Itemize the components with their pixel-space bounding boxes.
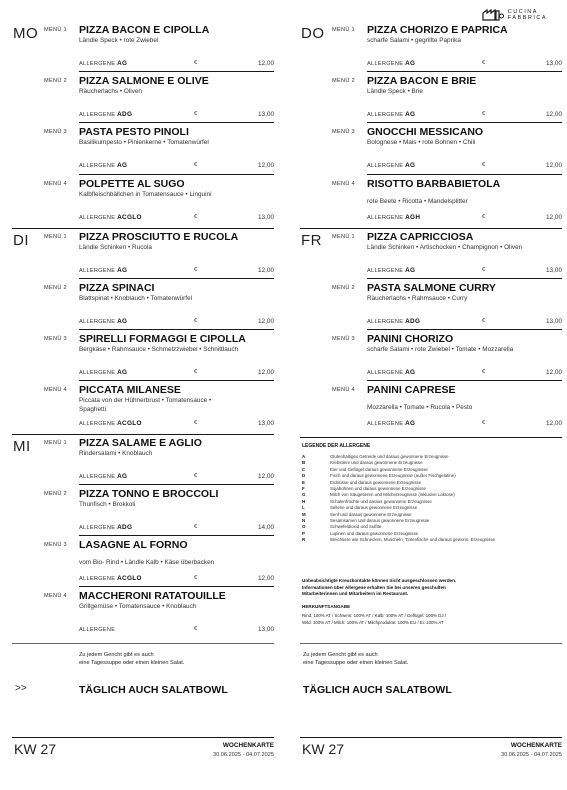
- allergen-info: [367, 318, 420, 325]
- allergen-codes: AG: [405, 162, 416, 170]
- allergen-label: ALLERGENE: [79, 318, 116, 325]
- legend-row: [302, 518, 429, 523]
- menu-item: [44, 435, 274, 486]
- day-block: [300, 22, 562, 227]
- dish-title: PIZZA CHORIZO E PAPRICA: [367, 24, 508, 36]
- day-code: DI: [13, 231, 29, 249]
- currency-symbol: €: [194, 213, 198, 220]
- price: 13,00: [546, 266, 562, 274]
- day-code: FR: [301, 231, 322, 249]
- price: 13,00: [258, 213, 274, 221]
- legend-code: P: [302, 530, 305, 536]
- dish-title: PICCATA MILANESE: [79, 384, 181, 397]
- allergen-codes: AG: [117, 368, 128, 376]
- price: 12,00: [546, 368, 562, 376]
- dish-description: Ländle Schinken • Rucola: [79, 243, 152, 251]
- legend-text: Erdnüsse und daraus gewonnene Erzeugnisse: [330, 479, 422, 485]
- legend-text: Sellerie und daraus gewonnene Erzeugnisse: [330, 505, 418, 511]
- menu-item: [332, 73, 562, 124]
- calendar-week: KW 27: [14, 741, 57, 757]
- allergen-info: [79, 60, 127, 67]
- price: 12,00: [258, 574, 274, 582]
- currency-symbol: €: [194, 162, 198, 169]
- menu-number: MENÜ 2: [44, 78, 67, 85]
- legend-row: [302, 499, 432, 504]
- menu-divider: [367, 174, 562, 175]
- legend-code: H: [302, 498, 306, 504]
- legend-code: R: [302, 537, 306, 543]
- dish-title: PIZZA PROSCIUTTO E RUCOLA: [79, 230, 239, 243]
- cross-contact-note-3: Mitarbeiterinnen und Mitarbeitern im Restaurant.: [302, 591, 409, 596]
- dish-title: PASTA SALMONE CURRY: [367, 281, 496, 294]
- dish-description: scharfe Salami • gegrillte Paprika: [367, 37, 461, 44]
- legend-row: [302, 454, 449, 459]
- menu-number: MENÜ 1: [332, 233, 355, 240]
- section-divider: [300, 437, 562, 438]
- price: 14,00: [258, 523, 274, 531]
- allergen-info: [79, 318, 127, 325]
- legend-text: Schalenfrüchte und daraus gewonnene Erzeugnisse: [330, 498, 432, 504]
- allergen-label: ALLERGENE: [367, 421, 404, 428]
- dish-description: Rindersalami • Knoblauch: [79, 449, 153, 457]
- price: 12,00: [258, 162, 274, 170]
- weekly-menu-dates: 30.06.2025 - 04.07.2025: [213, 752, 274, 758]
- legend-code: A: [302, 454, 306, 459]
- right-column: [300, 0, 567, 790]
- price: 12,00: [546, 111, 562, 119]
- weekly-menu-title: WOCHENKARTE: [510, 742, 562, 749]
- allergen-label: ALLERGENE: [367, 369, 404, 376]
- legend-text: Weichtiere wie Schnecken, Muscheln, Tintenfische und daraus gewonn. Erzeugnisse: [330, 537, 495, 543]
- menu-divider: [367, 122, 562, 123]
- dish-title: PIZZA SALAME E AGLIO: [79, 436, 202, 449]
- menu-divider: [367, 380, 562, 381]
- allergen-label: ALLERGENE: [367, 112, 404, 119]
- allergen-codes: ADG: [405, 317, 421, 325]
- allergen-codes: AG: [117, 317, 128, 325]
- day-block: [300, 229, 562, 434]
- legend-text: Schwefeldioxid und Sulfite: [330, 524, 382, 530]
- allergen-codes: ACGLO: [117, 420, 142, 428]
- dish-title: GNOCCHI MESSICANO: [367, 126, 484, 139]
- menu-number: MENÜ 4: [332, 387, 355, 394]
- allergen-info: [367, 369, 415, 376]
- allergen-codes: AG: [405, 111, 416, 119]
- menu-item: [44, 537, 274, 588]
- menu-item: [44, 124, 274, 175]
- legend-code: F: [302, 486, 305, 491]
- footer-divider: [300, 737, 562, 738]
- dish-title: PASTA PESTO PINOLI: [79, 126, 189, 139]
- allergen-info: [79, 626, 115, 633]
- menu-divider: [367, 71, 562, 72]
- allergen-label: ALLERGENE: [79, 163, 116, 170]
- legend-text: Milch von Säugetieren und Milcherzeugnisse (inklusive Laktose): [330, 492, 455, 498]
- price: 12,00: [258, 368, 274, 376]
- dish-description: Kalbfleischbällchen in Tomatensauce • Linguini: [79, 190, 212, 198]
- section-divider: [300, 643, 562, 644]
- legend-row: [302, 492, 455, 497]
- legend-row: [302, 480, 421, 485]
- menu-number: MENÜ 4: [44, 180, 67, 187]
- menu-number: MENÜ 2: [44, 284, 67, 291]
- price: 12,00: [258, 317, 274, 325]
- currency-symbol: €: [194, 111, 198, 118]
- menu-divider: [79, 174, 274, 175]
- dish-description: Ländle Speck • rote Zwiebel: [79, 37, 159, 44]
- legend-text: Krebstiere und daraus gewonnene Erzeugnisse: [330, 460, 423, 466]
- dish-description: Thunfisch • Brokkoli: [79, 500, 136, 508]
- price: 12,00: [258, 266, 274, 274]
- allergen-label: ALLERGENE: [367, 61, 404, 67]
- menu-item: [332, 331, 562, 382]
- allergen-info: [79, 267, 127, 274]
- dish-description: rote Beete • Ricotta • Mandelsplitter: [367, 197, 468, 205]
- menu-divider: [367, 278, 562, 279]
- legend-text: Sojabohnen und daraus gewonnene Erzeugnisse: [330, 486, 426, 491]
- legend-row: [302, 473, 456, 478]
- currency-symbol: €: [194, 472, 198, 479]
- dish-description: Ländle Schinken • Artischocken • Champignon • Oliven: [367, 243, 523, 251]
- dish-title: PANINI CAPRESE: [367, 384, 456, 397]
- allergen-label: ALLERGENE: [79, 369, 116, 376]
- allergen-info: [367, 267, 415, 274]
- dish-title: PIZZA TONNO E BROCCOLI: [79, 487, 219, 500]
- legend-code: B: [302, 460, 306, 466]
- menu-divider: [367, 329, 562, 330]
- allergen-codes: ADG: [117, 111, 133, 119]
- dish-description: Ländle Speck • Brie: [367, 88, 423, 96]
- allergen-legend-title: LEGENDE DER ALLERGENE: [302, 443, 371, 449]
- allergen-codes: AG: [405, 420, 416, 428]
- legend-text: Lupinen und daraus gewonnene Erzeugnisse: [330, 530, 419, 536]
- dish-description: Basilikumpesto • Pinienkerne • Tomatenwürfel: [79, 139, 209, 147]
- arrow-marker: >>: [15, 683, 27, 694]
- allergen-info: [367, 214, 420, 221]
- dish-title: PIZZA CAPRICCIOSA: [367, 230, 474, 243]
- menu-number: MENÜ 3: [332, 335, 355, 342]
- allergen-label: ALLERGENE: [79, 627, 116, 634]
- menu-divider: [79, 380, 274, 381]
- dish-description: Mozzarella • Tomate • Rucola • Pesto: [367, 404, 473, 412]
- menu-item: [332, 280, 562, 331]
- dish-title: PANINI CHORIZO: [367, 332, 454, 345]
- price: 13,00: [546, 317, 562, 325]
- menu-number: MENÜ 3: [44, 335, 67, 342]
- legend-row: [302, 524, 381, 529]
- dish-description: Räucherlachs • Rahmsauce • Curry: [367, 294, 468, 302]
- dish-title: PIZZA BACON E BRIE: [367, 75, 477, 88]
- dish-description: Räucherlachs • Oliven: [79, 88, 142, 96]
- currency-symbol: €: [482, 368, 486, 375]
- currency-symbol: €: [482, 60, 486, 66]
- menu-number: MENÜ 2: [44, 490, 67, 497]
- menu-divider: [79, 71, 274, 72]
- currency-symbol: €: [482, 420, 486, 427]
- menu-number: MENÜ 3: [332, 129, 355, 136]
- salad-bowl-title: TÄGLICH AUCH SALATBOWL: [79, 684, 228, 696]
- price: 12,00: [258, 60, 274, 67]
- allergen-codes: ACGLO: [117, 574, 142, 582]
- menu-divider: [79, 329, 274, 330]
- menu-number: MENÜ 2: [332, 284, 355, 291]
- menu-number: MENÜ 4: [44, 387, 67, 394]
- dish-title: PIZZA SALMONE E OLIVE: [79, 75, 209, 88]
- dish-title: SPIRELLI FORMAGGI E CIPOLLA: [79, 332, 246, 345]
- allergen-codes: AG: [117, 60, 128, 67]
- allergen-info: [79, 111, 132, 118]
- allergen-label: ALLERGENE: [79, 575, 116, 582]
- menu-item: [332, 22, 562, 73]
- allergen-info: [367, 111, 415, 118]
- menu-item: [44, 176, 274, 227]
- menu-number: MENÜ 2: [332, 78, 355, 85]
- legend-row: [302, 460, 423, 465]
- dish-title: POLPETTE AL SUGO: [79, 177, 185, 190]
- day-code: MI: [13, 437, 31, 455]
- allergen-label: ALLERGENE: [367, 267, 404, 274]
- allergen-info: [79, 162, 127, 169]
- legend-code: N: [302, 518, 306, 523]
- legend-code: L: [302, 505, 305, 511]
- day-block: [12, 435, 274, 640]
- allergen-info: [367, 420, 415, 427]
- menu-item: [44, 486, 274, 537]
- price: 12,00: [258, 472, 274, 480]
- currency-symbol: €: [194, 368, 198, 375]
- daily-note-line1: Zu jedem Gericht gibt es auch: [303, 652, 378, 658]
- price: 13,00: [258, 626, 274, 634]
- allergen-label: ALLERGENE: [79, 473, 116, 480]
- menu-item: [332, 382, 562, 433]
- menu-number: MENÜ 3: [44, 541, 67, 548]
- menu-divider: [79, 535, 274, 536]
- menu-divider: [79, 122, 274, 123]
- price: 13,00: [258, 111, 274, 119]
- menu-number: MENÜ 1: [332, 27, 355, 33]
- menu-item: [44, 280, 274, 331]
- legend-text: Sesamsamen und daraus gewonnene Erzeugnisse: [330, 518, 430, 523]
- footer-divider: [12, 737, 274, 738]
- legend-text: Fisch und daraus gewonnene Erzeugnisse (außer Fischgelatine): [330, 473, 456, 479]
- currency-symbol: €: [194, 626, 198, 633]
- allergen-info: [79, 369, 127, 376]
- dish-title: RISOTTO BARBABIETOLA: [367, 177, 501, 190]
- weekly-menu-title: WOCHENKARTE: [222, 742, 274, 749]
- salad-bowl-title: TÄGLICH AUCH SALATBOWL: [303, 684, 452, 696]
- currency-symbol: €: [194, 60, 198, 66]
- menu-item: [44, 382, 274, 433]
- allergen-info: [79, 420, 142, 427]
- daily-note-line1: Zu jedem Gericht gibt es auch: [79, 652, 154, 658]
- currency-symbol: €: [194, 574, 198, 581]
- allergen-label: ALLERGENE: [79, 214, 116, 221]
- dish-description: Bergkäse • Rahmsauce • Schmelzzwiebel • Schnittlauch: [79, 345, 239, 353]
- legend-code: O: [302, 524, 306, 530]
- menu-divider: [79, 586, 274, 587]
- legend-row: [302, 537, 495, 542]
- allergen-label: ALLERGENE: [79, 267, 116, 274]
- allergen-codes: AG: [405, 266, 416, 274]
- price: 12,00: [546, 213, 562, 221]
- dish-title: PIZZA SPINACI: [79, 281, 155, 294]
- legend-row: [302, 467, 428, 472]
- price: 12,00: [546, 162, 562, 170]
- allergen-info: [79, 524, 132, 531]
- menu-divider: [79, 278, 274, 279]
- brand-name: CUCINA FABBRICA: [507, 9, 547, 21]
- legend-text: Eier und Geflügel daraus gewonnene Erzeugnisse: [330, 466, 428, 472]
- currency-symbol: €: [194, 523, 198, 530]
- legend-row: [302, 505, 417, 510]
- weekly-menu-dates: 30.06.2025 - 04.07.2025: [501, 752, 562, 758]
- allergen-codes: AG: [405, 368, 416, 376]
- allergen-label: ALLERGENE: [79, 524, 116, 531]
- origin-line-2: Wild: 100% AT / Milch: 100% AT / Milchprodukte: 100% EU / Ei: 100% AT: [302, 620, 444, 625]
- allergen-label: ALLERGENE: [367, 318, 404, 325]
- dish-title: LASAGNE AL FORNO: [79, 538, 188, 551]
- menu-item: [332, 176, 562, 227]
- allergen-label: ALLERGENE: [79, 421, 116, 428]
- daily-note-line2: eine Tagessuppe oder einen kleinen Salat.: [303, 660, 409, 666]
- day-block: [12, 229, 274, 434]
- price: 12,00: [546, 420, 562, 428]
- day-code: MO: [13, 25, 39, 42]
- currency-symbol: €: [194, 317, 198, 324]
- day-code: DO: [301, 25, 325, 42]
- allergen-label: ALLERGENE: [367, 214, 404, 221]
- dish-description: vom Bio- Rind • Ländle Kalb • Käse überbacken: [79, 558, 215, 566]
- allergen-label: ALLERGENE: [79, 61, 116, 67]
- price: 13,00: [258, 420, 274, 428]
- allergen-codes: AG: [117, 266, 128, 274]
- allergen-codes: ADG: [117, 523, 133, 531]
- menu-item: [44, 588, 274, 639]
- menu-number: MENÜ 4: [332, 180, 355, 187]
- dish-description: Bolognese • Mais • rote Bohnen • Chili: [367, 139, 476, 147]
- dish-description: Piccata von der Hühnerbrust • Tomatensauce • Spaghetti: [79, 397, 212, 413]
- allergen-codes: ACGLO: [117, 213, 142, 221]
- allergen-info: [79, 473, 127, 480]
- legend-text: Senf und daraus gewonnene Erzeugnisse: [330, 511, 412, 517]
- currency-symbol: €: [194, 420, 198, 427]
- menu-number: MENÜ 3: [44, 129, 67, 136]
- allergen-info: [79, 575, 142, 582]
- legend-code: M: [302, 511, 306, 517]
- section-divider: [12, 643, 274, 644]
- allergen-info: [79, 214, 142, 221]
- currency-symbol: €: [482, 213, 486, 220]
- dish-description: Grillgemüse • Tomatensauce • Knoblauch: [79, 603, 197, 611]
- currency-symbol: €: [482, 266, 486, 273]
- left-column: [12, 0, 282, 790]
- allergen-codes: AGH: [405, 213, 421, 221]
- allergen-info: [367, 60, 415, 67]
- menu-item: [44, 73, 274, 124]
- price: 13,00: [546, 60, 562, 67]
- legend-row: [302, 531, 418, 536]
- menu-divider: [79, 484, 274, 485]
- dish-title: PIZZA BACON E CIPOLLA: [79, 24, 210, 36]
- legend-code: E: [302, 479, 305, 485]
- dish-title: MACCHERONI RATATOUILLE: [79, 590, 226, 603]
- cross-contact-note-1: Unbeabsichtigte Kreuzkontakte können nicht ausgeschlossen werden.: [302, 578, 457, 583]
- menu-item: [332, 124, 562, 175]
- calendar-week: KW 27: [302, 741, 345, 757]
- menu-number: MENÜ 1: [44, 439, 67, 446]
- menu-number: MENÜ 4: [44, 593, 67, 600]
- menu-number: MENÜ 1: [44, 27, 67, 33]
- allergen-codes: AG: [405, 60, 416, 67]
- daily-note-line2: eine Tagessuppe oder einen kleinen Salat.: [79, 660, 185, 666]
- menu-item: [44, 331, 274, 382]
- currency-symbol: €: [482, 162, 486, 169]
- day-block: [12, 22, 274, 227]
- currency-symbol: €: [482, 111, 486, 118]
- allergen-label: ALLERGENE: [367, 163, 404, 170]
- legend-text: Glutenhaltiges Getreide und daraus gewonnene Erzeugnisse: [330, 454, 449, 459]
- allergen-codes: AG: [117, 472, 128, 480]
- currency-symbol: €: [482, 317, 486, 324]
- menu-item: [44, 229, 274, 280]
- legend-code: C: [302, 466, 306, 472]
- dish-description: Blattspinat • Knoblauch • Tomatenwürfel: [79, 294, 193, 302]
- legend-row: [302, 486, 426, 491]
- menu-number: MENÜ 1: [44, 233, 67, 240]
- menu-item: [332, 229, 562, 280]
- legend-row: [302, 512, 412, 517]
- allergen-info: [367, 162, 415, 169]
- origin-title: HERKUNFTSANGABE: [302, 604, 351, 609]
- allergen-label: ALLERGENE: [79, 112, 116, 119]
- dish-description: scharfe Salami • rote Zwiebel • Tomate • Mozzarella: [367, 345, 514, 353]
- currency-symbol: €: [194, 266, 198, 273]
- legend-code: D: [302, 473, 306, 479]
- origin-line-1: Rind: 100% AT / Schwein: 100% AT / Kalb: 100% AT / Geflügel: 100% DJ /: [302, 613, 446, 618]
- menu-item: [44, 22, 274, 73]
- legend-code: G: [302, 492, 306, 498]
- allergen-codes: AG: [117, 162, 128, 170]
- cross-contact-note-2: Informationen über Allergene erhalten Sie bei unseren geschulten: [302, 584, 446, 590]
